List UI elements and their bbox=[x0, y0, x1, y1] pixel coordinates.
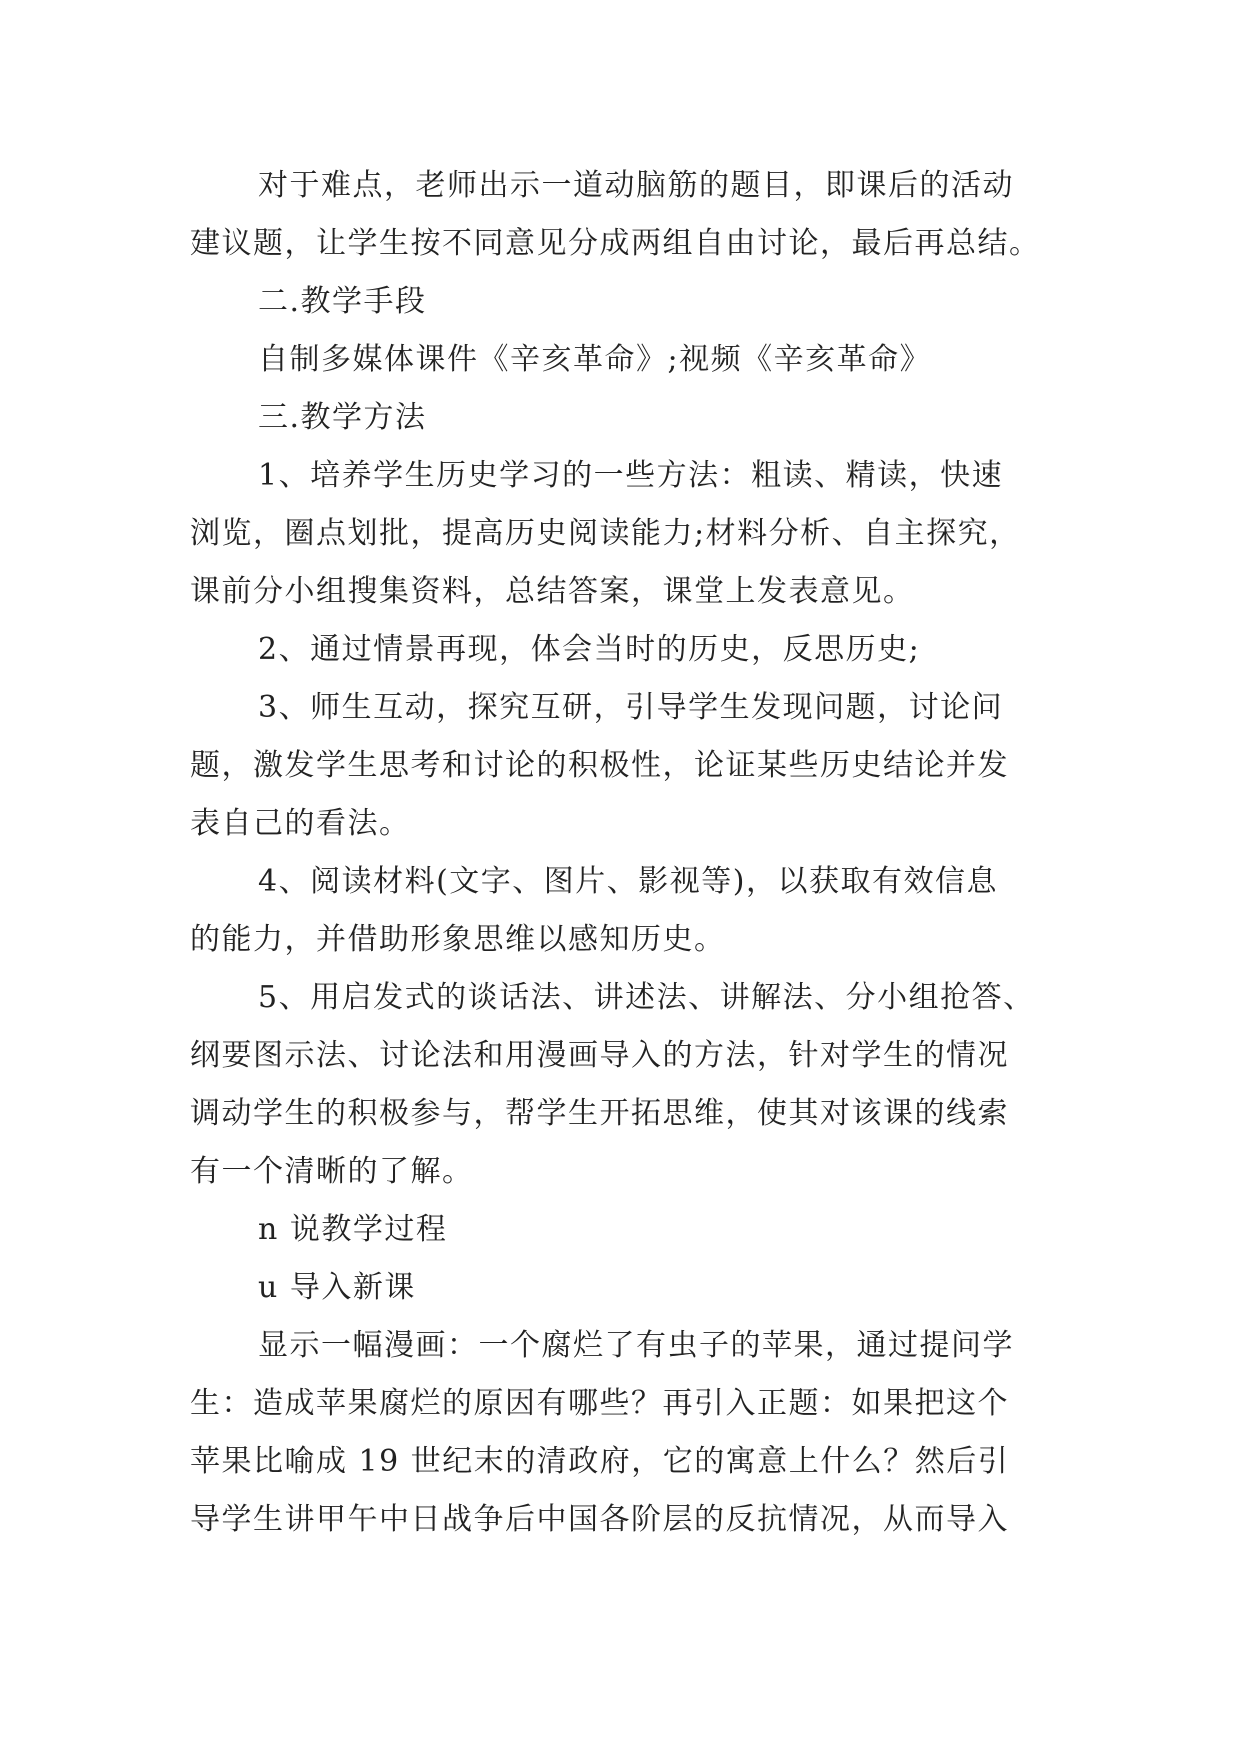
paragraph-line: 对于难点，老师出示一道动脑筋的题目，即课后的活动 bbox=[258, 168, 1014, 203]
paragraph-line: 建议题，让学生按不同意见分成两组自由讨论，最后再总结。 bbox=[190, 226, 1041, 261]
list-item-line: 有一个清晰的了解。 bbox=[190, 1154, 474, 1189]
paragraph-line: 显示一幅漫画：一个腐烂了有虫子的苹果，通过提问学 bbox=[258, 1328, 1014, 1363]
list-item-line: 的能力，并借助形象思维以感知历史。 bbox=[190, 922, 726, 957]
list-item-line: 1、培养学生历史学习的一些方法：粗读、精读，快速 bbox=[258, 458, 1004, 493]
section-heading: u 导入新课 bbox=[258, 1270, 416, 1305]
list-item-line: 纲要图示法、讨论法和用漫画导入的方法，针对学生的情况 bbox=[190, 1038, 1009, 1073]
list-item-line: 3、师生互动，探究互研，引导学生发现问题，讨论问 bbox=[258, 690, 1004, 725]
paragraph-line: 生：造成苹果腐烂的原因有哪些？再引入正题：如果把这个 bbox=[190, 1386, 1009, 1421]
list-item-line: 课前分小组搜集资料，总结答案，课堂上发表意见。 bbox=[190, 574, 915, 609]
section-heading: 三.教学方法 bbox=[258, 400, 427, 435]
paragraph-line: 自制多媒体课件《辛亥革命》;视频《辛亥革命》 bbox=[258, 342, 932, 377]
paragraph-line: 苹果比喻成 19 世纪末的清政府，它的寓意上什么？然后引 bbox=[190, 1444, 1010, 1479]
list-item-line: 2、通过情景再现，体会当时的历史，反思历史; bbox=[258, 632, 921, 667]
section-heading: n 说教学过程 bbox=[258, 1212, 448, 1247]
list-item-line: 浏览，圈点划批，提高历史阅读能力;材料分析、自主探究， bbox=[190, 516, 1021, 551]
paragraph-line: 导学生讲甲午中日战争后中国各阶层的反抗情况，从而导入 bbox=[190, 1502, 1009, 1537]
list-item-line: 调动学生的积极参与，帮学生开拓思维，使其对该课的线索 bbox=[190, 1096, 1009, 1131]
section-heading: 二.教学手段 bbox=[258, 284, 427, 319]
list-item-line: 题，激发学生思考和讨论的积极性，论证某些历史结论并发 bbox=[190, 748, 1009, 783]
list-item-line: 表自己的看法。 bbox=[190, 806, 411, 841]
list-item-line: 5、用启发式的谈话法、讲述法、讲解法、分小组抢答、 bbox=[258, 980, 1035, 1015]
list-item-line: 4、阅读材料(文字、图片、影视等)，以获取有效信息 bbox=[258, 864, 998, 899]
